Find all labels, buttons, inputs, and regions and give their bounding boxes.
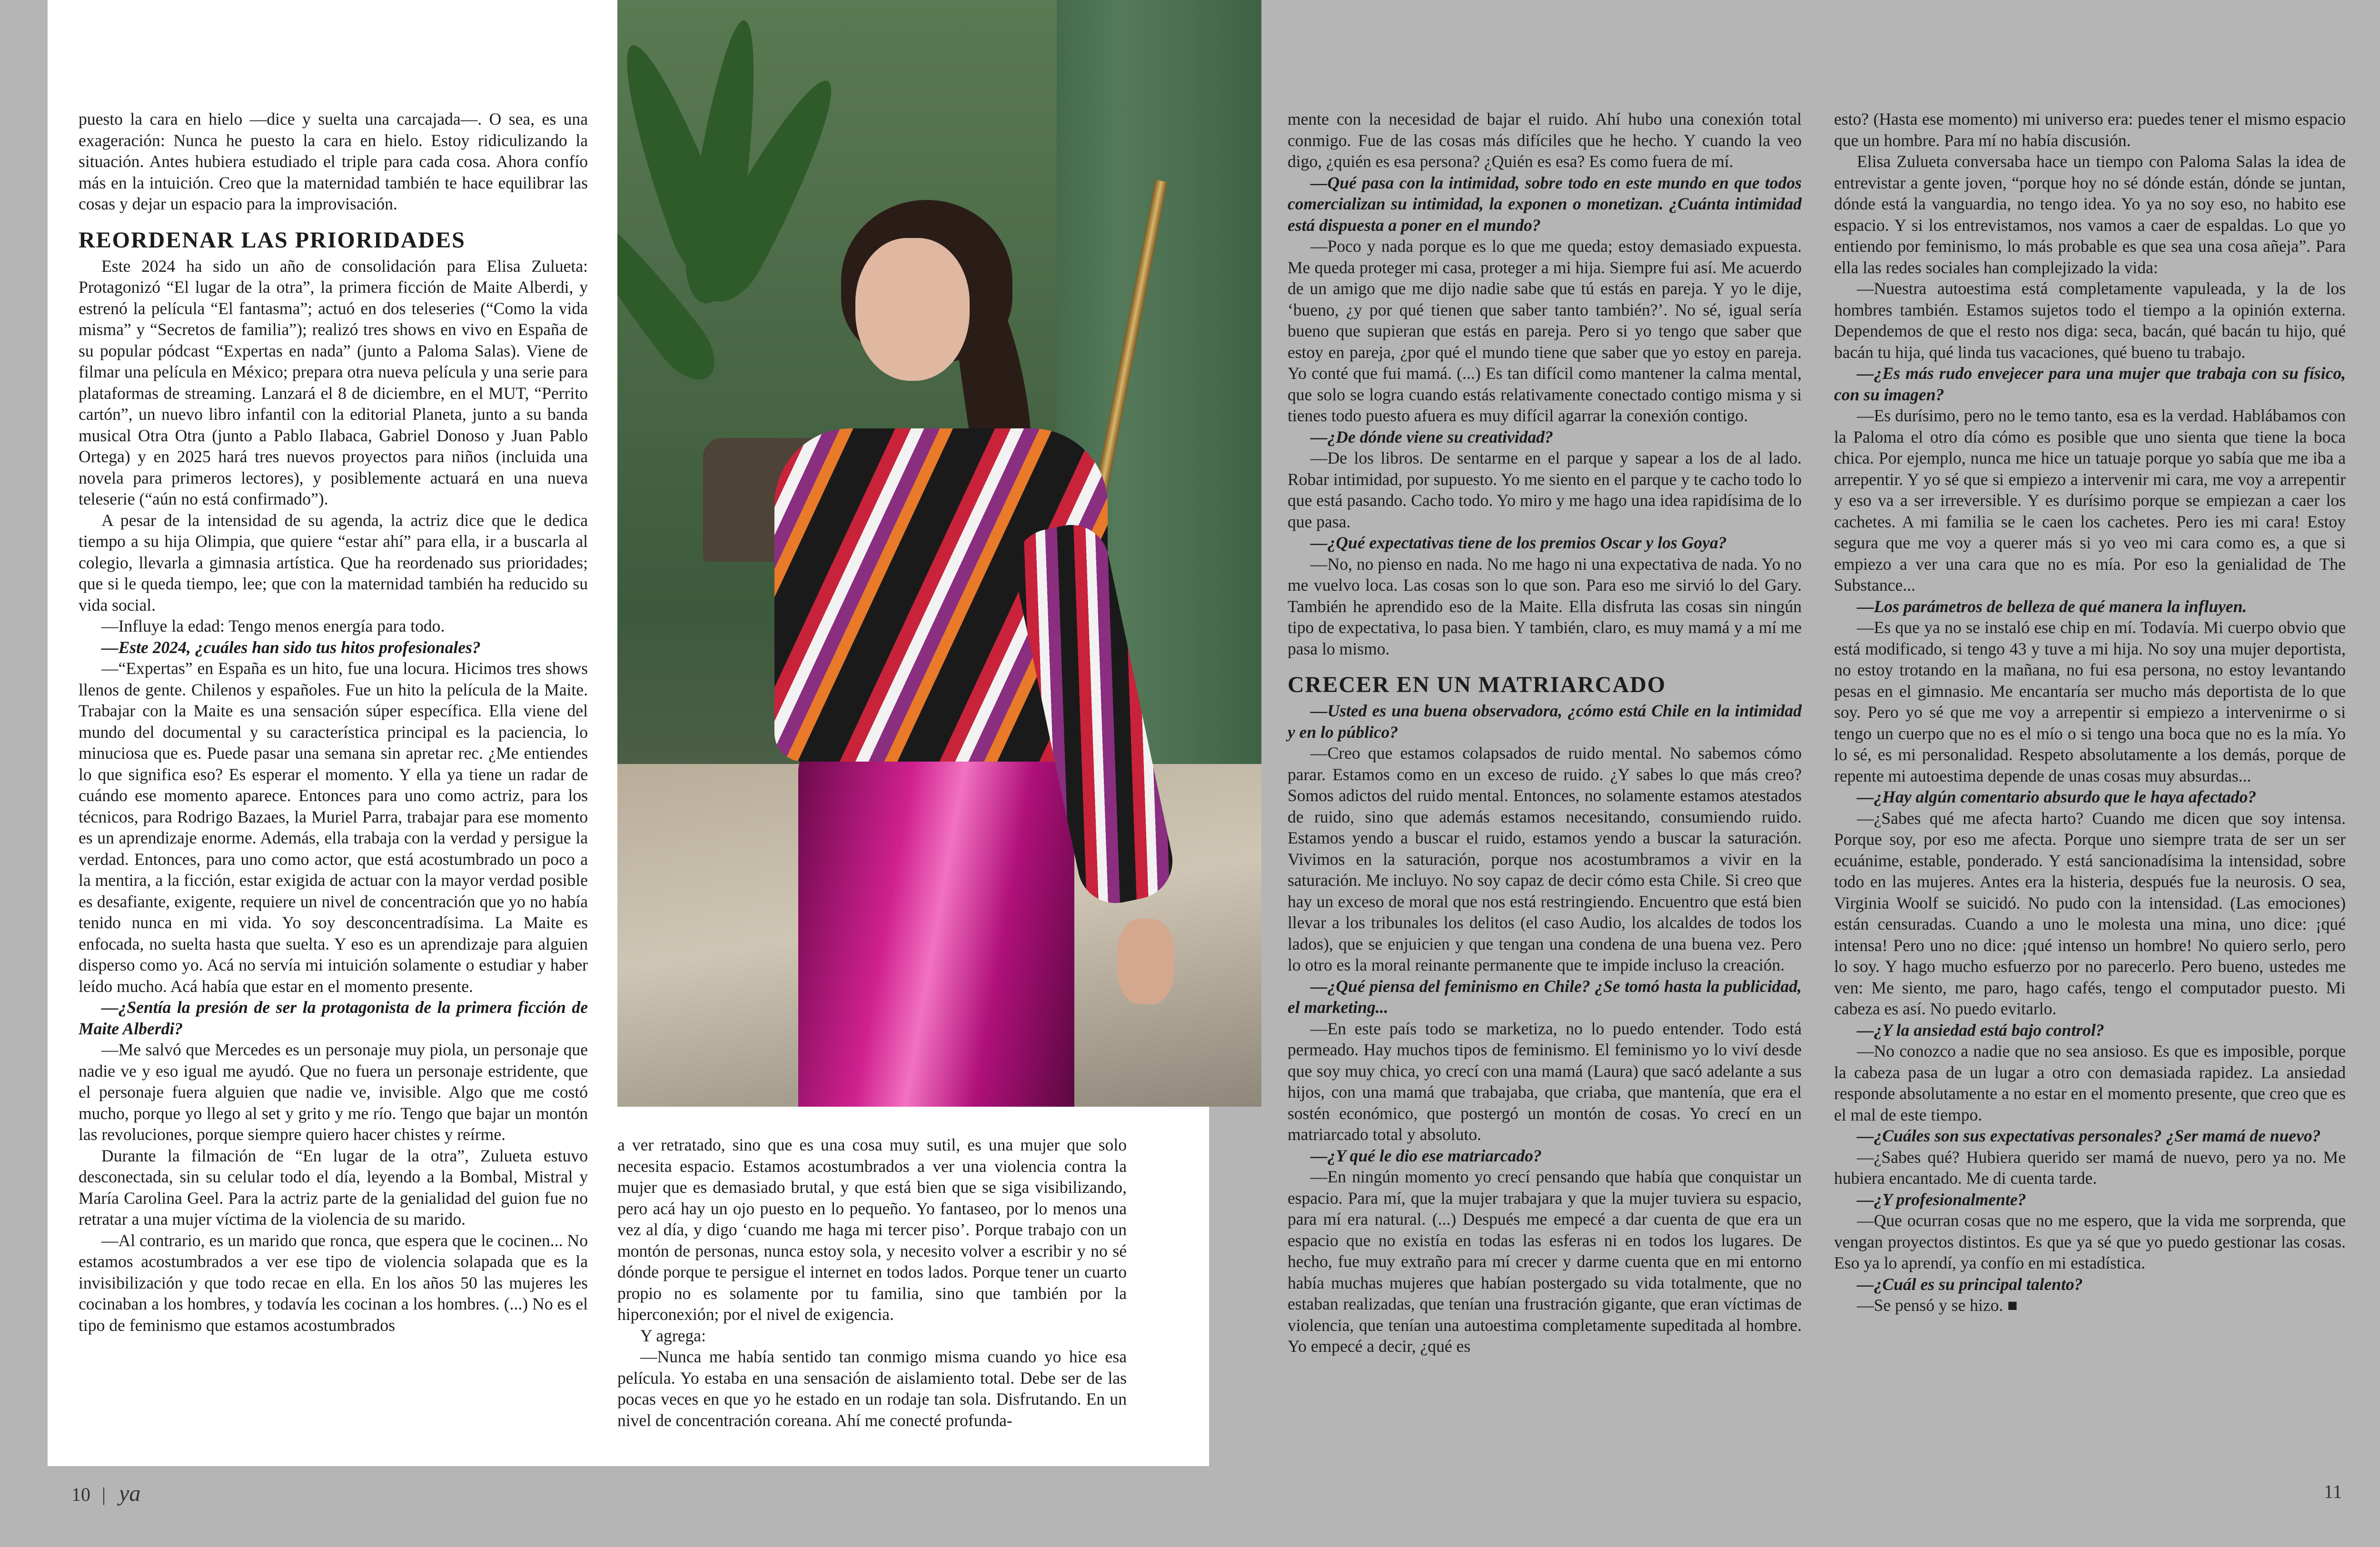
interview-question: —¿Sentía la presión de ser la protagonista de la primera ficción de Maite Alberdi?: [79, 998, 588, 1038]
interview-question: —¿Y profesionalmente?: [1857, 1190, 2026, 1209]
paragraph: —“Expertas” en España es un hito, fue una locura. Hicimos tres shows llenos de gente. Chilenos y españoles. Fue un hito la película de la Maite. Trabajar con la Maite es una sensación súper específica. Ella viene del mundo del documental y su característica principal es la paciencia, lo minuciosa que es. Puede pasar una semana sin apretar rec. ¿Me entiendes lo que significa eso? Es esperar el momento. Y ella ya tiene un radar de cuándo ese momento aparece. Entonces para uno como actriz, para los técnicos, para Rodrigo Bazaes, la Muriel Parra, trabajar para ese momento es un aprendizaje enorme. Además, ella trabaja con la verdad y persigue la verdad. Entonces, para uno como actor, que está acostumbrado un poco a la mentira, a la ficción, estar exigida de actuar con la mayor verdad posible es desafiante, exigente, requiere un nivel de concentración que yo no había tenido nunca en mi vida. Yo soy desconcentradísima. La Maite es enfocada, no suelta hasta que suelta. Y eso es un aprendizaje para alguien disperso como yo. Acá no servía mi intuición solamente o estudiar y haber leído mucho. Acá había que estar en el momento presente.: [79, 659, 588, 996]
interview-question: —¿Es más rudo envejecer para una mujer que trabaja con su físico, con su imagen?: [1834, 364, 2346, 404]
paragraph: —Que ocurran cosas que no me espero, que la vida me sorprenda, que vengan proyectos distintos. Es que ya sé que yo puedo gestionar las cosas. Eso ya lo aprendí, ya confío en mi estadística.: [1834, 1211, 2346, 1272]
interview-question: —¿Cuáles son sus expectativas personales? ¿Ser mamá de nuevo?: [1857, 1126, 2321, 1145]
paragraph: puesto la cara en hielo —dice y suelta una carcajada—. O sea, es una exageración: Nunca he puesto la cara en hielo. Estoy ridiculizando la situación. Antes hubiera estudiado el triple para cada cosa. Ahora confío más en la intuición. Creo que la maternidad también te hace equilibrar las cosas y dejar un espacio para la improvisación.: [79, 109, 588, 213]
paragraph: —De los libros. De sentarme en el parque y sapear a los de al lado. Robar intimidad, por supuesto. Yo me siento en el parque y te cacho todo lo que está pasando. Cacho todo. Yo miro y me hago una idea rapidísima de lo que pasa.: [1288, 448, 1802, 531]
paragraph: —Creo que estamos colapsados de ruido mental. No sabemos cómo parar. Estamos como en un exceso de ruido. ¿Y sabes lo que más creo? Somos adictos del ruido mental. Entonces, no solamente estamos atestados de ruido, sino que además estamos necesitando, consumiendo ruido. Estamos yendo a buscar el ruido, estamos yendo a buscar la saturación. Vivimos en la saturación, porque nos acostumbramos a vivir en la saturación. Me incluyo. No soy capaz de decir cómo esta Chile. Si creo que hay un exceso de moral que nos está restringiendo. Encuentro que está bien llevar a los tribunales los delitos (el caso Audio, los alcaldes de todos los lados), que se enjuicien y que tengan una condena de una buena vez. Pero lo otro es la moral reinante permanente que te impide incluso la creación.: [1288, 744, 1802, 974]
interview-question: —¿Y qué le dio ese matriarcado?: [1310, 1146, 1542, 1165]
paragraph: —¿Sabes qué? Hubiera querido ser mamá de nuevo, pero ya no. Me hubiera encantado. Me di cuenta tarde.: [1834, 1147, 2346, 1188]
paragraph: mente con la necesidad de bajar el ruido. Ahí hubo una conexión total conmigo. Fue de las cosas más difíciles que he hecho. Y cuando la veo digo, ¿quién es esa persona? ¿Quién es esa? Es como fuera de mí.: [1288, 109, 1802, 171]
column-2: [617, 1134, 1127, 1431]
column-1: [79, 109, 588, 1336]
interview-question: —¿Qué piensa del feminismo en Chile? ¿Se tomó hasta la publicidad, el marketing...: [1288, 976, 1802, 1017]
paragraph: —Influye la edad: Tengo menos energía para todo.: [101, 616, 445, 635]
interview-question: —Qué pasa con la intimidad, sobre todo en este mundo en que todos comercializan su intimidad, la exponen o monetizan. ¿Cuánta intimidad está dispuesta a poner en el mundo?: [1288, 173, 1802, 235]
paragraph: —No conozco a nadie que no sea ansioso. Es que es imposible, porque la cabeza pasa de un lugar a otro con demasiada rapidez. La ansiedad responde absolutamente a no estar en el momento presente, que creo que es el mal de este tiempo.: [1834, 1041, 2346, 1124]
paragraph: —Nunca me había sentido tan conmigo misma cuando yo hice esa película. Yo estaba en una sensación de aislamiento total. Debe ser de las pocas veces en que yo he estado en un rodaje tan sola. Disfrutando. En un nivel de concentración coreana. Ahí me conecté profunda-: [617, 1347, 1127, 1430]
paragraph: —En ningún momento yo crecí pensando que había que conquistar un espacio. Para mí, que la mujer trabajara y que la mujer tuviera su espacio, para mí era natural. (...) Después me empecé a dar cuenta de que era un espacio que no existía en todas las esferas ni en todos los lugares. De hecho, fue muy extraño para mí crecer y darme cuenta que en mi entorno había muchas mujeres que habían postergado su vida totalmente, que no estaban realizadas, que tenían una frustración gigante, que eran víctimas de violencia, que tenían una autoestima completamente supeditada al hombre. Yo empecé a decir, ¿qué es: [1288, 1167, 1802, 1356]
interview-question: —¿Qué expectativas tiene de los premios Oscar y los Goya?: [1310, 533, 1727, 552]
paragraph: esto? (Hasta ese momento) mi universo era: puedes tener el mismo espacio que un hombre. Para mí no había discusión.: [1834, 109, 2346, 150]
section-heading: REORDENAR LAS PRIORIDADES: [79, 227, 466, 253]
paragraph: —Nuestra autoestima está completamente vapuleada, y la de los hombres también. Estamos sujetos todo el tiempo a la opinión externa. Dependemos de que el resto nos diga: seca, bacán, qué bacán tu hijo, qué bacán tu hija, qué linda tus vacaciones, qué bueno tu trabajo.: [1834, 279, 2346, 362]
magazine-logo: ya: [119, 1481, 141, 1506]
interview-question: —Usted es una buena observadora, ¿cómo está Chile en la intimidad y en lo público?: [1288, 701, 1802, 742]
paragraph: Elisa Zulueta conversaba hace un tiempo con Paloma Salas la idea de entrevistar a gente joven, “porque hoy no sé dónde están, dónde se juntan, dónde está la vanguardia, no tengo idea. Yo ya no soy eso, no habito ese espacio. Y si los entrevistamos, nos vamos a caer de espaldas. Lo que yo entiendo por feminismo, lo más probable es que sea una cosa añeja”. Para ella las redes sociales han complejizado la vida:: [1834, 152, 2346, 277]
interview-question: —Este 2024, ¿cuáles han sido tus hitos profesionales?: [101, 637, 481, 657]
page-number-left: 10: [71, 1484, 90, 1505]
column-4: [1834, 109, 2346, 1316]
paragraph: —Al contrario, es un marido que ronca, que espera que le cocinen... No estamos acostumbrados a ver ese tipo de violencia solapada que es la invisibilización y que todo recae en ella. En los años 50 las mujeres les cocinaban a los hombres, y todavía les cocinan a los hombres. (...) No es el tipo de feminismo que estamos acostumbrados: [79, 1230, 588, 1335]
interview-question: —Los parámetros de belleza de qué manera la influyen.: [1857, 596, 2247, 616]
paragraph: —Es que ya no se instaló ese chip en mí. Todavía. Mi cuerpo obvio que está modificado, si tengo 43 y tuve a mi hija. No soy una mujer deportista, no estoy trotando en la mañana, no fui esa persona, no estoy levantando pesas en el gimnasio. Me encantaría ser mucho más deportista de lo que soy. Pero yo sé que me voy a arrepentir si empiezo a intervenirme o si tengo un cuerpo que no es el mío o si tengo una boca que no es la mía. Yo lo sé, es mi personalidad. Respeto absolutamente a los demás, porque de repente mi autoestima depende de unas cosas muy absurdas...: [1834, 618, 2346, 785]
hand: [1117, 919, 1174, 1004]
paragraph: —¿Sabes qué me afecta harto? Cuando me dicen que soy intensa. Porque soy, por eso me afecta. Porque uno siempre trata de ser un ser ecuánime, estable, ponderado. Y está sancionadísima la intensidad, sobre todo en las mujeres. Antes era la histeria, después fue la neurosis. O sea, Virginia Woolf se suicidó. No pudo con la intensidad. (Las emociones) están censuradas. Cuando a uno le molesta una mina, uno dice: ¡qué intensa! Pero uno no dice: ¡qué intenso un hombre! No quiero serlo, pero lo soy. Y hago mucho esfuerzo por no parecerlo. Pero bueno, ustedes me ven: Me siento, me paro, hago cafés, tengo el computador puesto. Mi cabeza es así. No puedo evitarlo.: [1834, 808, 2346, 1018]
paragraph: —Se pensó y se hizo. ■: [1857, 1296, 2018, 1315]
paragraph: —No, no pienso en nada. No me hago ni una expectativa de nada. Yo no me vuelvo loca. Las cosas son lo que son. Para eso me sirvió lo del Gary. También he aprendido eso de la Maite. Ella disfruta las cosas sin ningún tipo de expectativa, lo pasa bien. Y también, claro, es muy mamá y a mí me pasa lo mismo.: [1288, 554, 1802, 658]
pink-skirt: [798, 743, 1074, 1107]
portrait-photo: [617, 0, 1261, 1107]
interview-question: —¿De dónde viene su creatividad?: [1310, 427, 1553, 446]
column-3: [1288, 109, 1802, 1357]
paragraph: Este 2024 ha sido un año de consolidación para Elisa Zulueta: Protagonizó “El lugar de la otra”, la primera ficción de Maite Alberdi, y estrenó la película “El fantasma”; actuó en dos teleseries (“Como la vida misma” y “Secretos de familia”); realizó tres shows en vivo en España de su popular pódcast “Expertas en nada” (junto a Paloma Salas). Viene de filmar una película en México; prepara otra nueva película y una serie para plataformas de streaming. Lanzará el 8 de diciembre, en el MUT, “Perrito cartón”, un nuevo libro infantil con la editorial Planeta, junto a su banda musical Otra Otra (junto a Pablo Ilabaca, Gabriel Donoso y Juan Pablo Ortega) y en 2025 hará tres nuevos proyectos para niños (incluida una novela para primeros lectores), y posiblemente actuará en una nueva teleserie (“aún no está confirmado”).: [79, 256, 588, 508]
face: [855, 238, 970, 381]
paragraph: Durante la filmación de “En lugar de la otra”, Zulueta estuvo desconectada, sin su celular todo el día, leyendo a la Bombal, Mistral y María Carolina Geel. Para la actriz parte de la genialidad del guion fue no retratar a una mujer víctima de la violencia de su marido.: [79, 1146, 588, 1229]
paragraph: Y agrega:: [640, 1326, 706, 1345]
interview-question: —¿Hay algún comentario absurdo que le haya afectado?: [1857, 787, 2257, 806]
interview-question: —¿Y la ansiedad está bajo control?: [1857, 1020, 2104, 1040]
paragraph: A pesar de la intensidad de su agenda, la actriz dice que le dedica tiempo a su hija Olimpia, que quiere “estar ahí” para ella, ir a buscarla al colegio, llevarla a gimnasia artística. Que ha reordenado sus prioridades; que si le queda tiempo, lee; que con la maternidad también ha reducido su vida social.: [79, 510, 588, 615]
paragraph: —Me salvó que Mercedes es un personaje muy piola, un personaje que nadie ve y eso igual me ayudó. Que no fuera un personaje estridente, que el personaje fuera alguien que nadie ve, invisible. Algo que me costó mucho, porque yo llego al set y grito y me río. Tengo que bajar un montón las revoluciones, porque siempre quiero hacer chistes y reírme.: [79, 1040, 588, 1144]
paragraph: —En este país todo se marketiza, no lo puedo entender. Todo está permeado. Hay muchos tipos de feminismo. El feminismo yo lo viví desde que soy muy chica, yo crecí con una mamá (Laura) que sacó adelante a sus hijos, con una mamá que trabajaba, que criaba, que mantenía, que era el sostén económico, que postergó un montón de cosas. Yo crecí en un matriarcado total y absoluto.: [1288, 1019, 1802, 1144]
page-number-right: 11: [2324, 1481, 2342, 1502]
footer-separator: |: [102, 1484, 106, 1505]
footer-left: [71, 1480, 140, 1507]
paragraph: —Es durísimo, pero no le temo tanto, esa es la verdad. Hablábamos con la Paloma el otro día cómo es posible que uno sienta que tiene la boca chica. Por ejemplo, nunca me hice un tatuaje porque yo sabía que me iba a arrepentir. Y yo sé que si empiezo a intervenir mi cara, me voy a arrepentir y eso va a ser irreversible. Y es durísimo porque se empiezan a caer los cachetes. A mi familia se le caen los cachetes. Pero ies mi cara! Estoy segura que me voy a querer más si yo veo mi cara como es, a que si empiezo a ver una cara que no es mía. Por eso la genialidad de The Substance...: [1834, 406, 2346, 595]
paragraph: a ver retratado, sino que es una cosa muy sutil, es una mujer que solo necesita espacio. Estamos acostumbrados a ver una violencia contra la mujer que es demasiado brutal, y que está bien que se siga visibilizando, pero acá hay un ojo puesto en lo pequeño. Yo fantaseo, por lo menos una vez al día, y digo ‘cuando me haga mi tercer piso’. Porque trabajo con un montón de personas, nunca estoy sola, y necesito volver a escribir y no sé dónde porque te persigue el internet en todos lados. Porque tener un cuarto propio no es solamente por tu familia, sino que también por la hiperconexión; por el nivel de exigencia.: [617, 1135, 1127, 1324]
paragraph: —Poco y nada porque es lo que me queda; estoy demasiado expuesta. Me queda proteger mi casa, proteger a mi hija. Siempre fui así. Me acuerdo de un amigo que me dijo nadie sabe que tú estás en pareja. Y yo le dije, ‘bueno, ¿y por qué tienen que saber tanto también?’. No sé, igual sería bueno que supieran que estás en pareja. Pero si yo tengo que saber que estoy en pareja, ¿por qué el mundo tiene que saber que yo estoy en pareja. Yo conté que fui mamá. (...) Es tan difícil como mantener la calma mental, que solo se logra cuando estás relativamente conectado contigo misma y si tienes todo puesto afuera es muy difícil agarrar la conexión contigo.: [1288, 237, 1802, 425]
interview-question: —¿Cuál es su principal talento?: [1857, 1274, 2083, 1294]
section-heading: CRECER EN UN MATRIARCADO: [1288, 672, 1666, 697]
